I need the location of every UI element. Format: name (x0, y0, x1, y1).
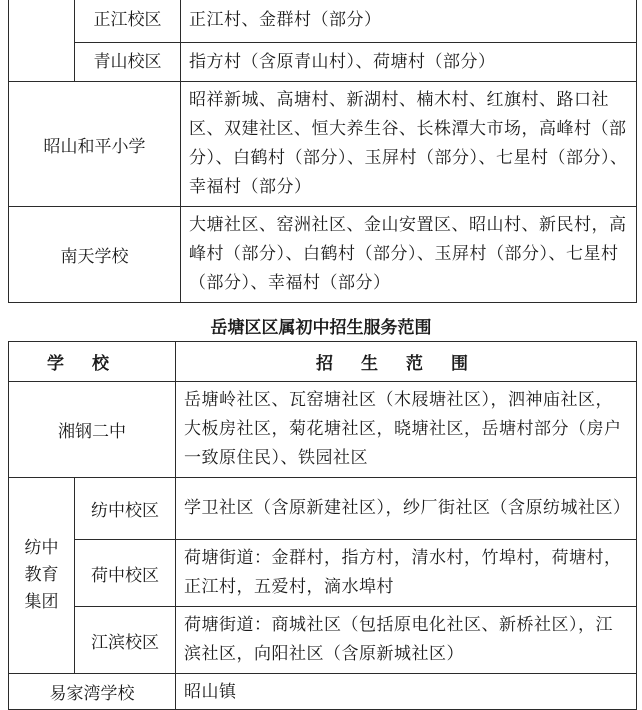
range-cell: 指方村（含原青山村）、荷塘村（部分） (181, 43, 637, 82)
range-cell: 学卫社区（含原新建社区），纱厂街社区（含原纺城社区） (176, 478, 637, 540)
range-cell: 正江村、金群村（部分） (181, 0, 637, 43)
school-cell-continued (9, 0, 75, 82)
campus-cell: 纺中校区 (75, 478, 176, 540)
school-cell: 昭山和平小学 (9, 82, 181, 207)
school-cell: 南天学校 (9, 207, 181, 303)
group-cell: 纺中教育集团 (9, 478, 75, 674)
header-range: 招生范围 (176, 342, 637, 382)
school-cell: 易家湾学校 (9, 674, 176, 710)
middle-school-range-table (8, 341, 637, 710)
school-cell: 湘钢二中 (9, 382, 176, 478)
campus-cell: 江滨校区 (75, 607, 176, 674)
section-title: 岳塘区区属初中招生服务范围 (210, 318, 432, 338)
primary-school-range-table (8, 0, 637, 303)
range-cell: 岳塘岭社区、瓦窑塘社区（木屐塘社区），泗神庙社区，大板房社区，菊花塘社区，晓塘社区，岳塘村部分（房户一致原住民）、铁园社区 (176, 382, 637, 478)
range-cell: 荷塘街道：金群村，指方村，清水村，竹埠村，荷塘村，正江村，五爱村，滴水埠村 (176, 540, 637, 607)
range-cell: 昭山镇 (176, 674, 637, 710)
campus-cell: 青山校区 (75, 43, 181, 82)
campus-cell: 正江校区 (75, 0, 181, 43)
header-school: 学校 (9, 342, 176, 382)
campus-cell: 荷中校区 (75, 540, 176, 607)
range-cell: 昭祥新城、高塘村、新湖村、楠木村、红旗村、路口社区、双建社区、恒大养生谷、长株潭大市场，高峰村（部分）、白鹤村（部分）、玉屏村（部分）、七星村（部分）、幸福村（部分） (181, 82, 637, 207)
range-cell: 荷塘街道：商城社区（包括原电化社区、新桥社区），江滨社区，向阳社区（含原新城社区） (176, 607, 637, 674)
range-cell: 大塘社区、窑洲社区、金山安置区、昭山村、新民村，高峰村（部分）、白鹤村（部分）、玉屏村（部分）、七星村（部分）、幸福村（部分） (181, 207, 637, 303)
